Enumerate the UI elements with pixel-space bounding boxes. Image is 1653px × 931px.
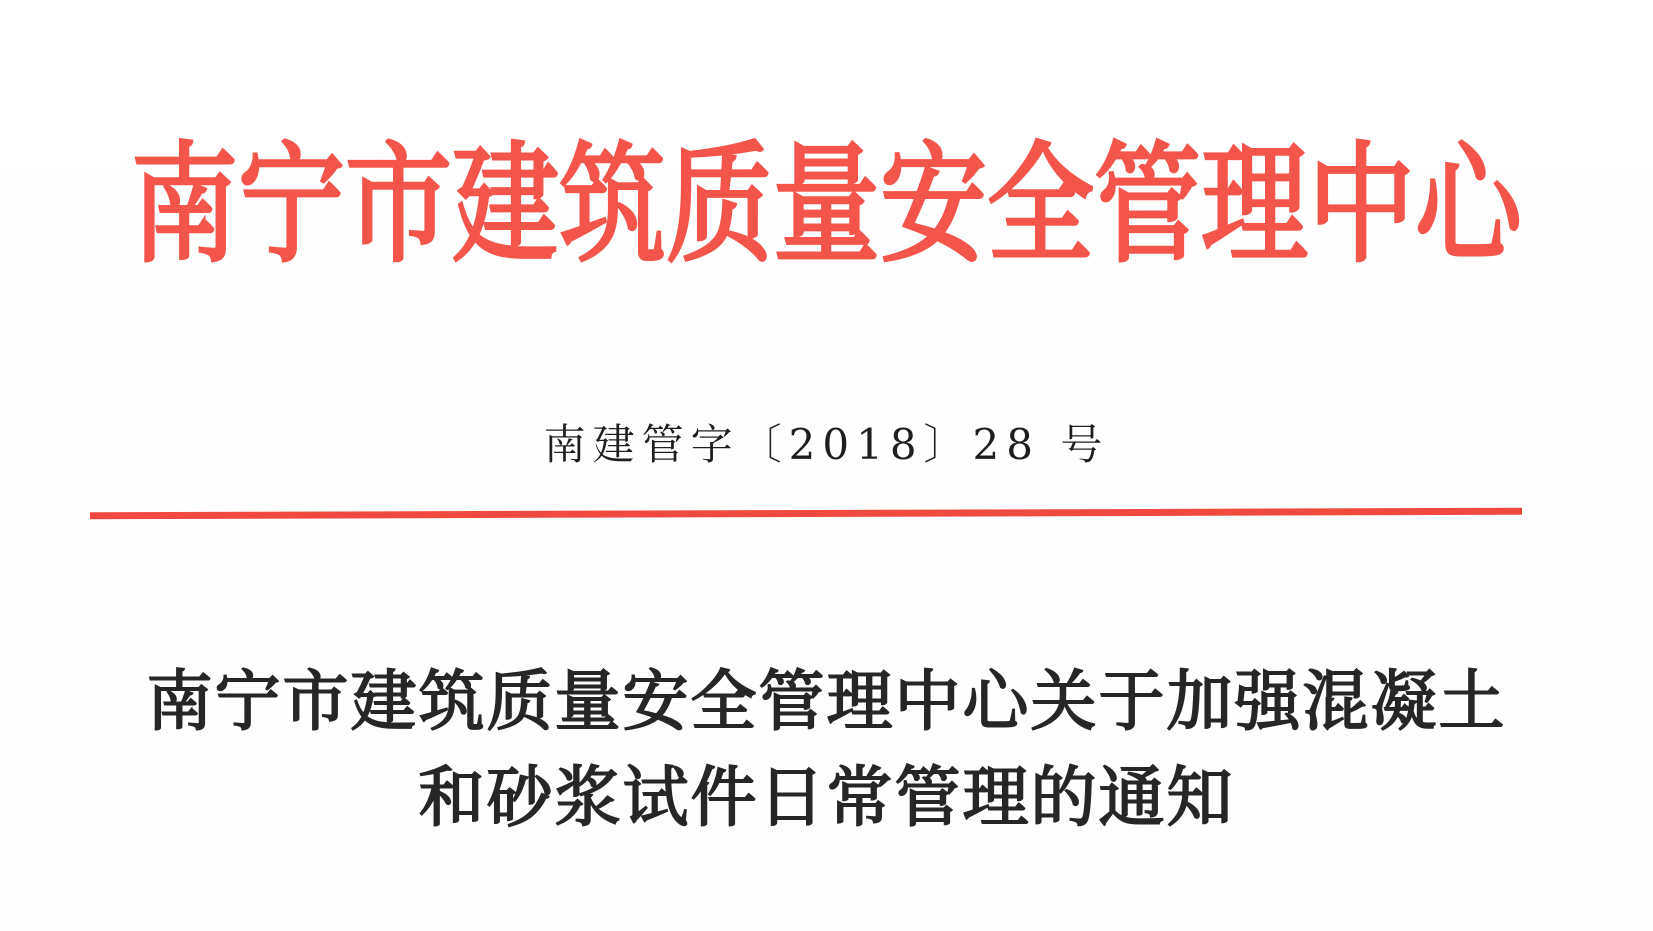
notice-title bbox=[0, 653, 1653, 845]
letterhead-agency-title: 南宁市建筑质量安全管理中心 bbox=[130, 129, 1522, 282]
notice-title-line-1: 南宁市建筑质量安全管理中心关于加强混凝土 bbox=[146, 662, 1507, 740]
document-reference-number: 南建管字〔2018〕28 号 bbox=[543, 420, 1110, 469]
red-divider-line bbox=[90, 508, 1522, 519]
notice-title-line-2: 和砂浆试件日常管理的通知 bbox=[418, 758, 1235, 836]
